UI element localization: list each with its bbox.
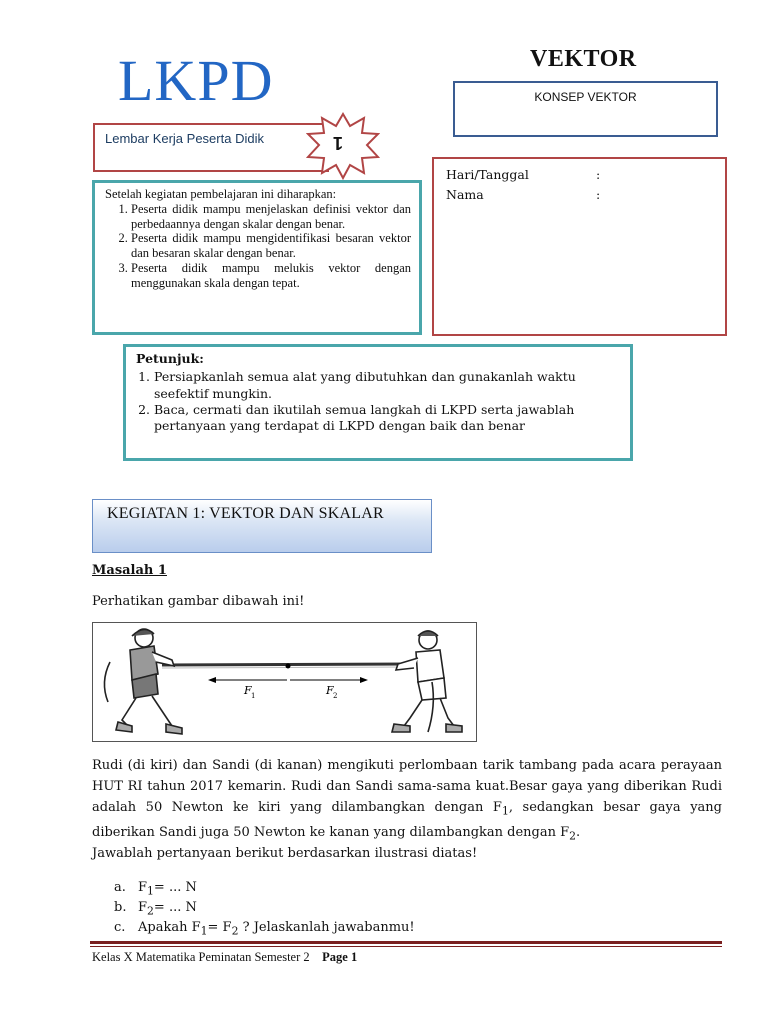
footer-page-number: Page 1 bbox=[322, 950, 358, 964]
day-date-colon: : bbox=[596, 167, 601, 182]
objective-item: 2. Peserta didik mampu mengidentifikasi besaran vektor dan besaran skalar dengan benar. bbox=[131, 231, 411, 261]
question-pre: F bbox=[138, 880, 148, 895]
f1-label: F bbox=[244, 684, 252, 697]
problem-title: Masalah 1 bbox=[92, 563, 167, 578]
objectives-intro: Setelah kegiatan pembelajaran ini diharapkan: bbox=[105, 187, 337, 201]
name-row bbox=[446, 187, 725, 207]
question-post: = ... N bbox=[153, 880, 197, 895]
sheet-label: Lembar Kerja Peserta Didik bbox=[105, 131, 264, 146]
paragraph-sub-1: 1 bbox=[501, 804, 509, 818]
question-sub: 1 bbox=[200, 924, 208, 938]
f2-subscript: 2 bbox=[333, 692, 338, 700]
left-boy-figure bbox=[104, 629, 182, 734]
paragraph-text-3: . bbox=[576, 824, 581, 840]
instructions-box bbox=[123, 344, 633, 461]
objective-item: 3. Peserta didik mampu melukis vektor dengan menggunakan skala dengan tepat. bbox=[131, 261, 411, 291]
question-marker: a. bbox=[114, 880, 126, 895]
sheet-number: 1 bbox=[333, 133, 344, 153]
footer-divider-thin bbox=[90, 946, 722, 947]
topic-title: VEKTOR bbox=[530, 46, 637, 72]
question-post: = ... N bbox=[153, 900, 197, 915]
right-boy-figure bbox=[392, 631, 462, 732]
question-sub-2: 2 bbox=[231, 924, 239, 938]
instructions-list bbox=[136, 369, 622, 434]
instructions-title: Petunjuk: bbox=[136, 351, 204, 366]
paragraph-sub-2: 2 bbox=[569, 829, 577, 843]
instruction-item: 2. Baca, cermati dan ikutilah semua langkah di LKPD serta jawablah pertanyaan yang terdapat di LKPD dengan baik dan benar bbox=[154, 402, 622, 435]
tug-of-war-illustration bbox=[92, 622, 477, 742]
question-marker: c. bbox=[114, 920, 126, 935]
question-mid: = F bbox=[207, 920, 232, 935]
question-pre: Apakah F bbox=[138, 920, 201, 935]
question-marker: b. bbox=[114, 900, 127, 915]
question-sub: 2 bbox=[147, 904, 154, 918]
subtopic-box bbox=[453, 81, 718, 137]
problem-prompt: Perhatikan gambar dibawah ini! bbox=[92, 594, 305, 609]
instruction-item: 1. Persiapkanlah semua alat yang dibutuhkan dan gunakanlah waktu seefektif mungkin. bbox=[154, 369, 622, 402]
day-date-label: Hari/Tanggal bbox=[446, 167, 529, 182]
activity-title: KEGIATAN 1: VEKTOR DAN SKALAR bbox=[107, 505, 384, 522]
f2-label: F bbox=[326, 684, 334, 697]
problem-paragraph bbox=[92, 755, 722, 846]
name-colon: : bbox=[596, 187, 601, 202]
activity-title-box bbox=[92, 499, 432, 553]
objectives-list bbox=[105, 202, 411, 291]
question-text bbox=[138, 918, 415, 942]
paragraph-text-2: , sedangkan besar gaya yang diberikan Sandi juga 50 Newton ke kanan yang dilambangkan dengan F bbox=[92, 800, 722, 840]
subtopic-label: KONSEP VEKTOR bbox=[534, 90, 637, 104]
paragraph-text-1: Rudi (di kiri) dan Sandi (di kanan) mengikuti perlombaan tarik tambang pada acara perayaan HUT RI tahun 2017 kemarin. Rudi dan Sandi sama-sama kuat.Besar gaya yang diberikan Rudi adalah 50 Newton ke kiri yang dilambangkan dengan F bbox=[92, 758, 722, 815]
identity-box bbox=[432, 157, 727, 336]
objectives-box bbox=[92, 180, 422, 335]
footer-course: Kelas X Matematika Peminatan Semester 2 bbox=[92, 950, 310, 964]
question-pre: F bbox=[138, 900, 148, 915]
question-post: ? Jelaskanlah jawabanmu! bbox=[238, 920, 415, 935]
lkpd-title: LKPD bbox=[118, 48, 274, 113]
footer-divider-thick bbox=[90, 941, 722, 944]
objective-item: 1. Peserta didik mampu menjelaskan definisi vektor dan perbedaannya dengan skalar dengan benar. bbox=[131, 202, 411, 232]
question-intro: Jawablah pertanyaan berikut berdasarkan ilustrasi diatas! bbox=[92, 846, 478, 861]
name-label: Nama bbox=[446, 187, 484, 202]
sheet-label-box bbox=[93, 123, 329, 172]
question-sub: 1 bbox=[147, 884, 154, 898]
f1-subscript: 1 bbox=[251, 692, 256, 700]
day-date-row bbox=[446, 167, 725, 187]
page-footer bbox=[92, 950, 357, 965]
